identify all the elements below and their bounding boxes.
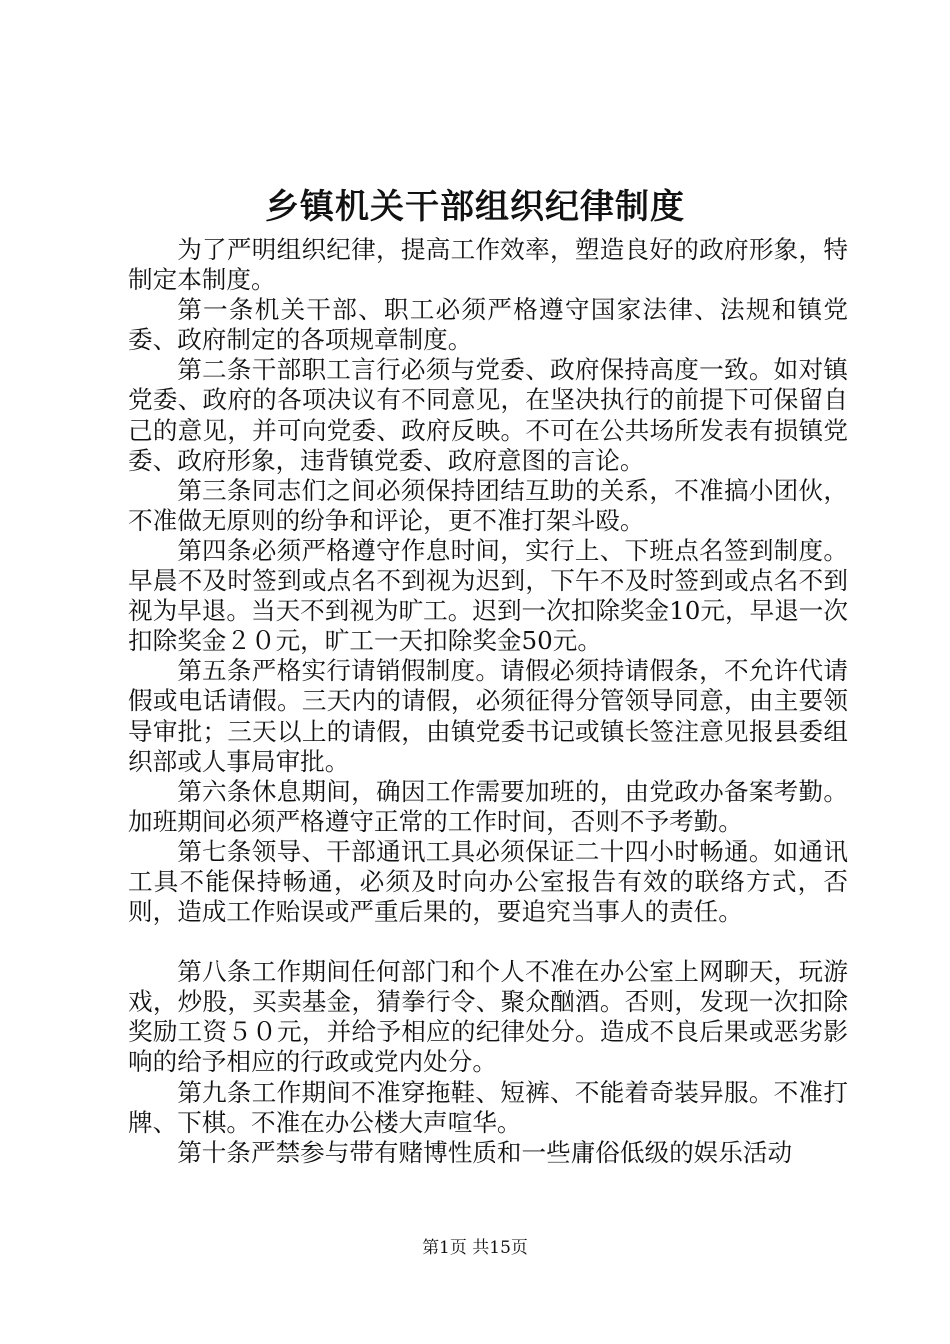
paragraph-article-6: 第六条休息期间，确因工作需要加班的，由党政办备案考勤。加班期间必须严格遵守正常的工作时间，否则不予考勤。	[128, 776, 848, 836]
page-number-footer: 第1页 共15页	[422, 1238, 528, 1258]
paragraph-article-7: 第七条领导、干部通讯工具必须保证二十四小时畅通。如通讯工具不能保持畅通，必须及时向办公室报告有效的联络方式，否则，造成工作贻误或严重后果的，要追究当事人的责任。	[128, 836, 848, 927]
paragraph-article-8: 第八条工作期间任何部门和个人不准在办公室上网聊天，玩游戏，炒股，买卖基金，猜拳行令、聚众酗酒。否则，发现一次扣除奖励工资５０元，并给予相应的纪律处分。造成不良后果或恶劣影响的给予相应的行政或党内处分。	[128, 957, 848, 1077]
paragraph-article-1: 第一条机关干部、职工必须严格遵守国家法律、法规和镇党委、政府制定的各项规章制度。	[128, 295, 848, 355]
paragraph-article-4: 第四条必须严格遵守作息时间，实行上、下班点名签到制度。早晨不及时签到或点名不到视为迟到，下午不及时签到或点名不到视为早退。当天不到视为旷工。迟到一次扣除奖金10元，早退一次扣除奖金２０元，旷工一天扣除奖金50元。	[128, 535, 848, 656]
paragraph-intro: 为了严明组织纪律，提高工作效率，塑造良好的政府形象，特制定本制度。	[128, 235, 848, 295]
document-body	[128, 235, 848, 1168]
paragraph-article-3: 第三条同志们之间必须保持团结互助的关系，不准搞小团伙，不准做无原则的纷争和评论，更不准打架斗殴。	[128, 475, 848, 535]
paragraph-article-2: 第二条干部职工言行必须与党委、政府保持高度一致。如对镇党委、政府的各项决议有不同意见，在坚决执行的前提下可保留自己的意见，并可向党委、政府反映。不可在公共场所发表有损镇党委、政府形象，违背镇党委、政府意图的言论。	[128, 355, 848, 475]
paragraph-article-9: 第九条工作期间不准穿拖鞋、短裤、不能着奇装异服。不准打牌、下棋。不准在办公楼大声喧华。	[128, 1077, 848, 1137]
paragraph-article-10: 第十条严禁参与带有赌博性质和一些庸俗低级的娱乐活动	[177, 1137, 793, 1167]
document-title: 乡镇机关干部组织纪律制度	[265, 187, 685, 227]
paragraph-article-5: 第五条严格实行请销假制度。请假必须持请假条，不允许代请假或电话请假。三天内的请假，必须征得分管领导同意，由主要领导审批；三天以上的请假，由镇党委书记或镇长签注意见报县委组织部或人事局审批。	[128, 656, 848, 776]
